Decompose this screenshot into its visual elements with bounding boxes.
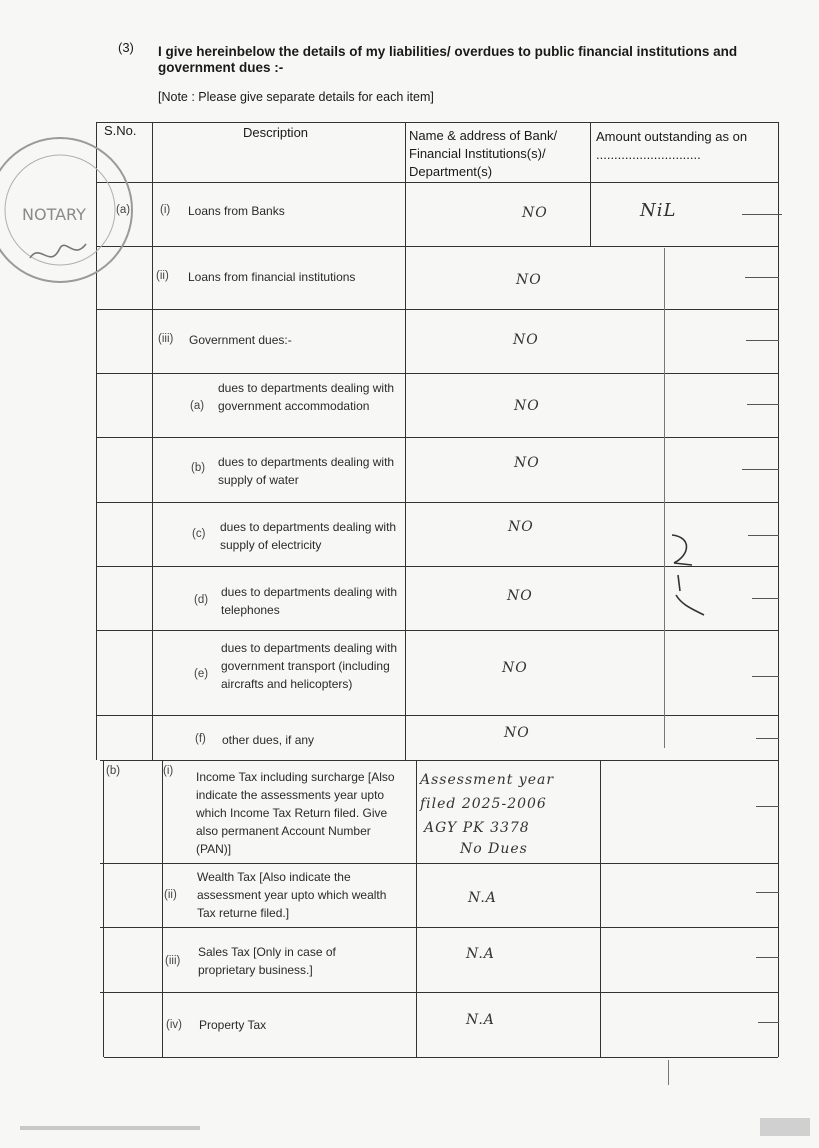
- note-text: [Note : Please give separate details for each item]: [158, 90, 434, 104]
- bank-value: NO: [516, 272, 542, 288]
- row-label: (b): [191, 462, 206, 474]
- section-intro: I give hereinbelow the details of my liabilities/ overdues to public financial institutions and government dues :-: [158, 44, 738, 75]
- row-description: Loans from financial institutions: [188, 270, 356, 284]
- bank-value: NO: [522, 205, 548, 221]
- bank-value: NO: [508, 519, 534, 535]
- row-label: (ii): [164, 889, 177, 901]
- bank-value: N.A: [466, 946, 495, 962]
- bank-value-line: AGY PK 3378: [424, 820, 530, 836]
- bank-value-line: No Dues: [460, 841, 528, 857]
- sno-b: (b): [106, 765, 121, 777]
- notary-stamp-icon: [0, 120, 150, 300]
- svg-text:NOTARY: NOTARY: [22, 205, 86, 224]
- row-description: dues to departments dealing with supply of electricity: [220, 520, 397, 552]
- bank-value: NO: [514, 398, 540, 414]
- bank-value: NO: [513, 332, 539, 348]
- nil-handwriting-icon: [662, 525, 712, 620]
- header-amount: Amount outstanding as on .............................: [596, 129, 748, 162]
- bank-value: N.A: [468, 890, 497, 906]
- sno-a: (a): [116, 204, 131, 216]
- row-description: Government dues:-: [189, 333, 292, 347]
- row-description: Income Tax including surcharge [Also indicate the assessments year upto which Income Tax Return filed. Give also permanent Account Number (PAN)]: [196, 770, 395, 856]
- header-description: Description: [243, 125, 309, 140]
- bank-value-line: filed 2025-2006: [420, 796, 547, 812]
- row-description: Property Tax: [199, 1018, 267, 1032]
- bank-value: NO: [507, 588, 533, 604]
- row-description: Wealth Tax [Also indicate the assessment year upto which wealth Tax returne filed.]: [197, 870, 387, 920]
- amount-value: NiL: [640, 200, 677, 221]
- row-label: (e): [194, 668, 209, 680]
- row-label: (iii): [165, 955, 181, 967]
- row-label: (f): [195, 733, 206, 745]
- row-description: dues to departments dealing with telephones: [221, 585, 398, 617]
- bank-value: N.A: [466, 1012, 495, 1028]
- row-description: other dues, if any: [222, 733, 315, 747]
- row-label: (a): [190, 400, 205, 412]
- header-bank: Name & address of Bank/ Financial Institutions(s)/ Department(s): [409, 128, 558, 179]
- row-label: (i): [160, 204, 171, 216]
- row-description: Sales Tax [Only in case of proprietary business.]: [198, 945, 336, 977]
- header-sno: S.No.: [104, 123, 137, 138]
- row-label: (iv): [166, 1019, 182, 1031]
- row-description: Loans from Banks: [188, 204, 285, 218]
- bank-value: NO: [514, 455, 540, 471]
- bank-value: NO: [502, 660, 528, 676]
- bank-value: NO: [504, 725, 530, 741]
- row-description: dues to departments dealing with government transport (including aircrafts and helicopters): [221, 641, 398, 691]
- row-label: (ii): [156, 270, 169, 282]
- bank-value-line: Assessment year: [420, 772, 555, 788]
- row-description: dues to departments dealing with government accommodation: [218, 381, 395, 413]
- row-label: (iii): [158, 333, 174, 345]
- row-description: dues to departments dealing with supply of water: [218, 455, 395, 487]
- row-label: (i): [163, 765, 174, 777]
- row-label: (d): [194, 594, 209, 606]
- section-number: (3): [118, 40, 134, 55]
- row-label: (c): [192, 528, 206, 540]
- scan-edge-icon: [0, 1118, 819, 1138]
